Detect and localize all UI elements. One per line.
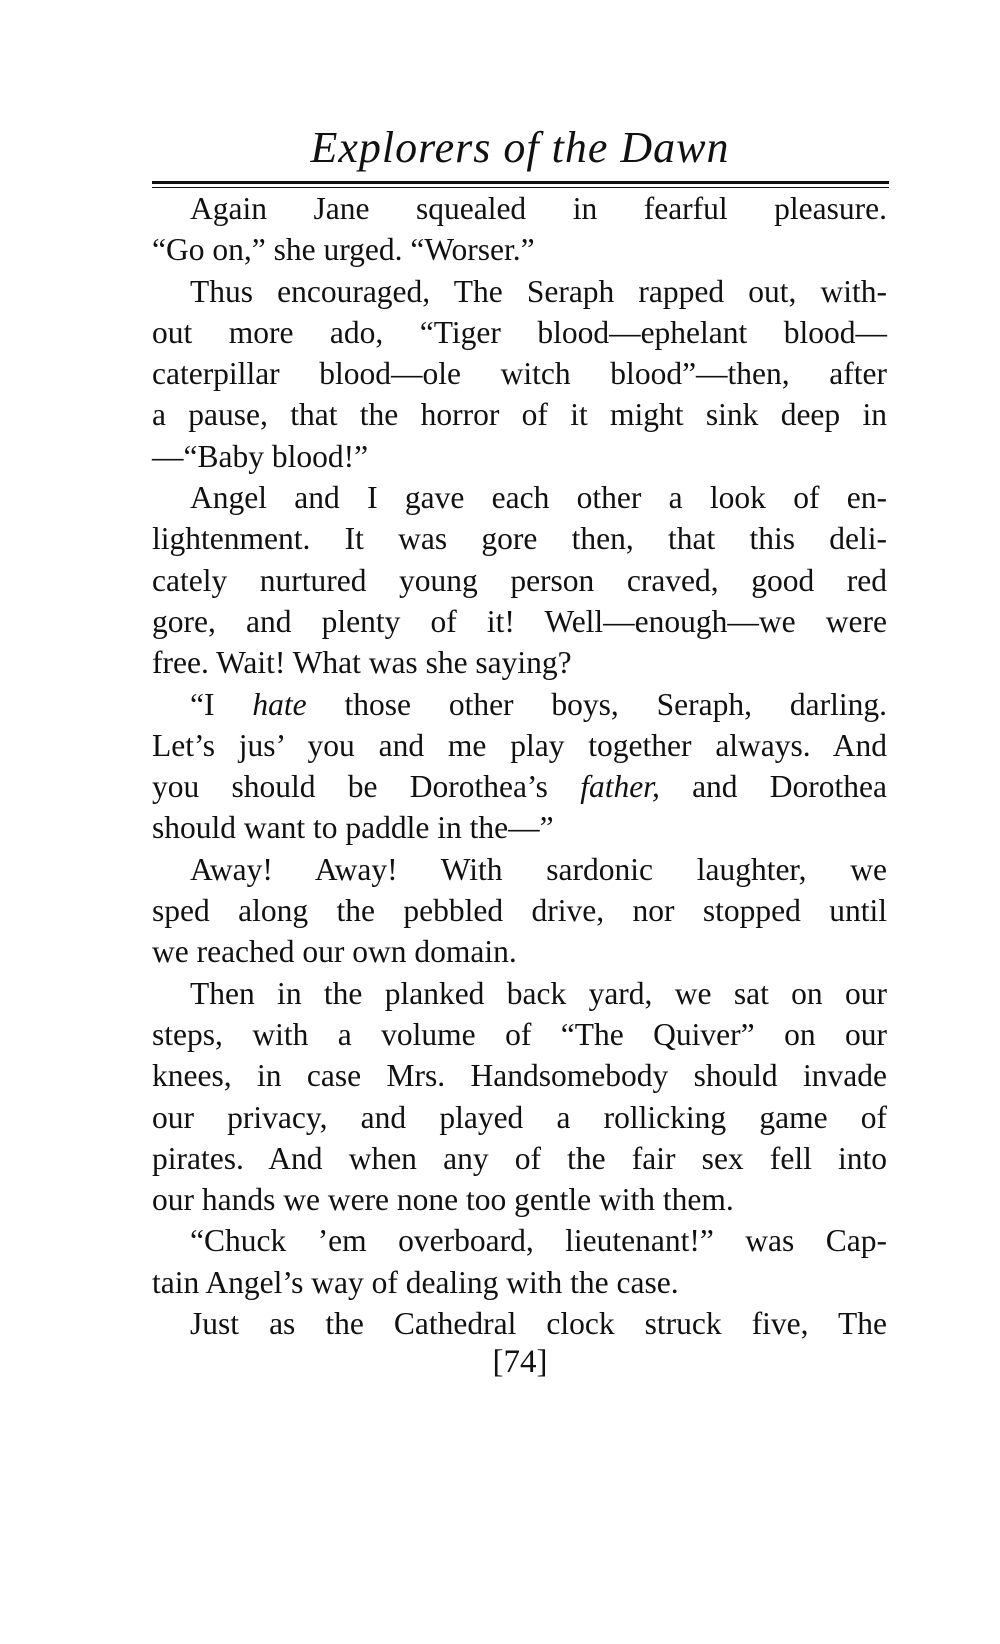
text-line: —“Baby blood!” <box>152 438 369 474</box>
text-line: our hands we were none too gentle with them. <box>152 1182 734 1218</box>
text-line: we reached our own domain. <box>152 934 517 970</box>
text-line: Let’s jus’ you and me play together always. And <box>152 727 887 763</box>
text-line: Thus encouraged, The Seraph rapped out, with- <box>190 273 887 309</box>
italic-word: father, <box>580 769 660 805</box>
text-line: “I hate those other boys, Seraph, darling. <box>190 686 887 722</box>
text-line: should want to paddle in the—” <box>152 810 554 846</box>
text-line: caterpillar blood—ole witch blood”—then, after <box>152 356 887 392</box>
text-line: a pause, that the horror of it might sink deep in <box>152 397 887 433</box>
text-line: out more ado, “Tiger blood—ephelant blood— <box>152 314 887 350</box>
text-line: gore, and plenty of it! Well—enough—we were <box>152 603 887 639</box>
text-line: you should be Dorothea’s father, and Dorothea <box>152 769 887 805</box>
text-line: Then in the planked back yard, we sat on our <box>190 975 887 1011</box>
text-line: lightenment. It was gore then, that this deli- <box>152 521 887 557</box>
text-line: tain Angel’s way of dealing with the case. <box>152 1264 679 1300</box>
page-number: [74] <box>492 1344 548 1380</box>
text-line: Again Jane squealed in fearful pleasure. <box>190 191 887 226</box>
italic-word: hate <box>252 686 307 722</box>
text-line: Angel and I gave each other a look of en- <box>190 480 887 516</box>
text-line: pirates. And when any of the fair sex fell into <box>152 1140 887 1176</box>
text-line: “Go on,” she urged. “Worser.” <box>152 232 535 268</box>
text-line: steps, with a volume of “The Quiver” on our <box>152 1016 887 1052</box>
text-line: free. Wait! What was she saying? <box>152 645 572 681</box>
body-text <box>152 188 887 1344</box>
text-line: Away! Away! With sardonic laughter, we <box>190 851 887 887</box>
running-head: Explorers of the Dawn <box>310 123 730 172</box>
text-line: our privacy, and played a rollicking game of <box>152 1099 887 1135</box>
text-line: cately nurtured young person craved, good red <box>152 562 887 598</box>
text-line: “Chuck ’em overboard, lieutenant!” was Cap- <box>190 1223 887 1259</box>
text-line: Just as the Cathedral clock struck five, The <box>190 1306 887 1342</box>
header-rule <box>152 181 889 184</box>
text-line: knees, in case Mrs. Handsomebody should invade <box>152 1058 887 1094</box>
text-line: sped along the pebbled drive, nor stopped until <box>152 893 887 929</box>
